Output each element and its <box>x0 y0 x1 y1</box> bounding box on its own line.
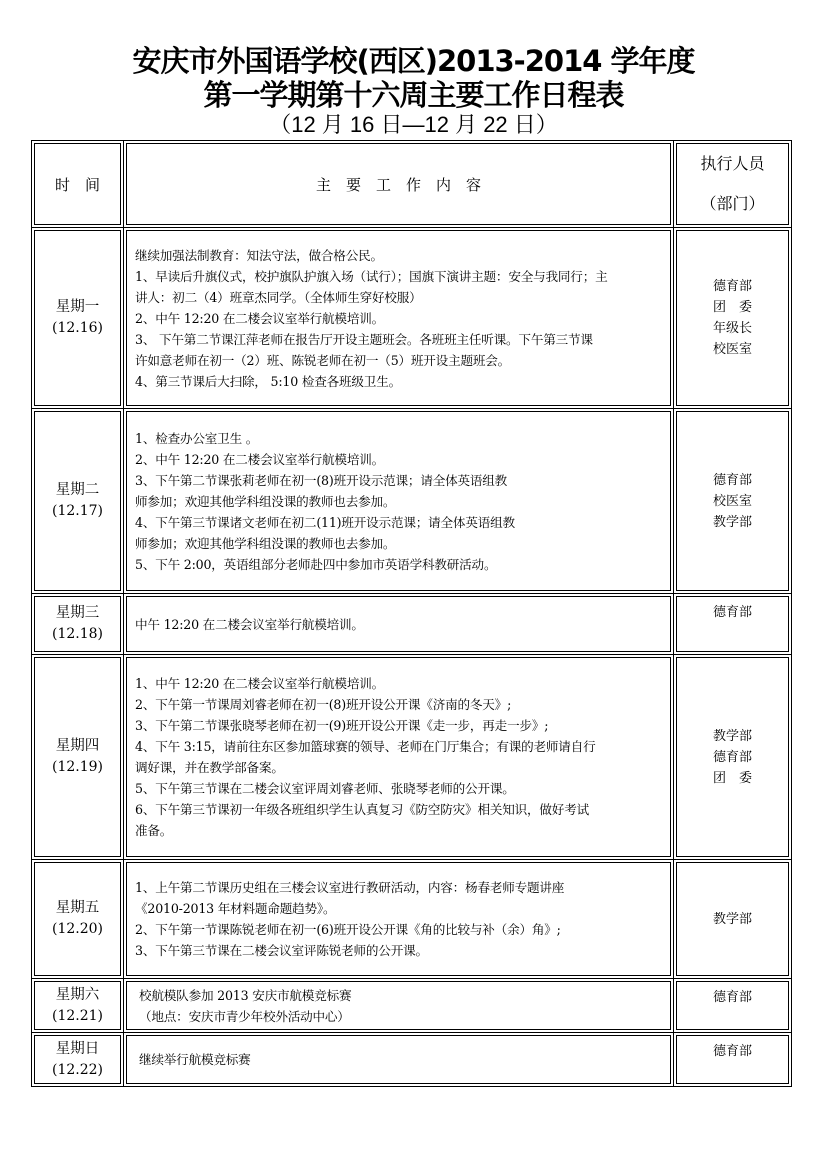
content-line: 师参加；欢迎其他学科组没课的教师也去参加。 <box>135 535 396 551</box>
day-content <box>126 981 671 1030</box>
day-date: (12.21) <box>51 1007 103 1024</box>
day-executors <box>676 1035 789 1084</box>
header-department: （部门） <box>700 194 765 213</box>
day-label: 星期四 <box>55 738 100 754</box>
day-label: 星期三 <box>55 605 100 621</box>
executor: 德育部 <box>712 749 752 765</box>
table-row-wednesday <box>32 594 792 655</box>
executor: 德育部 <box>712 1044 752 1059</box>
day-content <box>126 1035 671 1084</box>
day-date: (12.16) <box>51 320 103 336</box>
header-content: 主 要 工 作 内 容 <box>126 143 671 225</box>
table-header-row <box>32 141 792 228</box>
header-executor: 执行人员 <box>700 154 765 173</box>
header-time-cell <box>32 141 124 228</box>
content-line: 继续举行航模竞标赛 <box>139 1052 251 1067</box>
day-label: 星期日 <box>55 1040 100 1057</box>
executor: 教学部 <box>712 514 752 530</box>
table-row-sunday <box>32 1033 792 1087</box>
header-executor-cell <box>674 141 792 228</box>
content-line: （地点：安庆市青少年校外活动中心） <box>139 1008 350 1024</box>
day-date: (12.18) <box>51 626 103 642</box>
content-line: 《2010-2013 年材料题命题趋势》。 <box>135 901 336 916</box>
content-line: 5、下午第三节课在二楼会议室评周刘睿老师、张晓琴老师的公开课。 <box>135 781 515 796</box>
table-row-monday <box>32 228 792 409</box>
day-content <box>126 230 671 406</box>
content-line: 1、上午第二节课历史组在三楼会议室进行教研活动，内容：杨春老师专题讲座 <box>135 880 565 895</box>
executor: 校医室 <box>712 342 752 357</box>
day-executors <box>676 981 789 1030</box>
executor: 德育部 <box>712 472 752 488</box>
content-line: 调好课，并在教学部备案。 <box>135 760 284 775</box>
document-subtitle: 第一学期第十六周主要工作日程表 <box>203 78 624 112</box>
executor: 德育部 <box>712 990 752 1005</box>
day-content <box>126 657 671 857</box>
executor: 德育部 <box>712 605 752 620</box>
table-row-friday <box>32 860 792 979</box>
day-content <box>126 596 671 652</box>
content-line: 4、第三节课后大扫除， 5:10 检查各班级卫生。 <box>135 373 401 389</box>
executor: 校医室 <box>712 493 752 509</box>
content-line: 中午 12:20 在二楼会议室举行航模培训。 <box>135 616 364 632</box>
day-content <box>126 862 671 976</box>
executor: 团 委 <box>712 300 752 315</box>
executor: 教学部 <box>712 728 752 744</box>
content-line: 师参加；欢迎其他学科组没课的教师也去参加。 <box>135 493 396 509</box>
day-executors <box>676 862 789 976</box>
content-line: 继续加强法制教育：知法守法，做合格公民。 <box>135 247 383 263</box>
content-line: 5、下午 2:00，英语组部分老师赴四中参加市英语学科教研活动。 <box>135 556 497 572</box>
day-content <box>126 411 671 591</box>
date-range: （12 月 16 日—12 月 22 日） <box>269 112 558 137</box>
content-line: 许如意老师在初一（2）班、陈锐老师在初一（5）班开设主题班会。 <box>135 352 511 368</box>
content-line: 2、下午第一节课陈锐老师在初一(6)班开设公开课《角的比较与补（余）角》; <box>135 922 561 937</box>
header-time: 时 间 <box>34 143 121 225</box>
executor: 德育部 <box>712 279 752 294</box>
content-line: 4、下午第三节课诸文老师在初二(11)班开设示范课；请全体英语组教 <box>135 514 515 530</box>
day-date: (12.17) <box>51 503 103 519</box>
content-line: 2、中午 12:20 在二楼会议室举行航模培训。 <box>135 451 385 467</box>
document-title: 安庆市外国语学校(西区)2013-2014 学年度 <box>132 44 695 78</box>
content-line: 3、下午第二节课张莉老师在初一(8)班开设示范课；请全体英语组教 <box>135 472 508 488</box>
day-date: (12.19) <box>51 759 103 775</box>
day-executors <box>676 230 789 406</box>
day-date: (12.22) <box>51 1061 103 1078</box>
day-label: 星期五 <box>55 900 100 916</box>
content-line: 2、中午 12:20 在二楼会议室举行航模培训。 <box>135 310 385 326</box>
table-row-tuesday <box>32 409 792 594</box>
schedule-table <box>31 140 792 1087</box>
content-line: 6、下午第三节课初一年级各班组织学生认真复习《防空防灾》相关知识，做好考试 <box>135 802 589 817</box>
day-label: 星期二 <box>55 482 100 498</box>
day-executors <box>676 657 789 857</box>
executor: 年级长 <box>712 321 752 336</box>
header-content-cell <box>124 141 674 228</box>
content-line: 准备。 <box>135 823 173 838</box>
content-line: 3、下午第二节课张晓琴老师在初一(9)班开设公开课《走一步，再走一步》; <box>135 718 549 733</box>
day-date: (12.20) <box>51 921 103 937</box>
day-label: 星期六 <box>55 986 100 1003</box>
day-executors <box>676 596 789 652</box>
content-line: 1、检查办公室卫生 。 <box>135 430 259 446</box>
day-executors <box>676 411 789 591</box>
content-line: 2、下午第一节课周刘睿老师在初一(8)班开设公开课《济南的冬天》; <box>135 697 512 712</box>
executor: 团 委 <box>712 770 752 786</box>
table-row-saturday <box>32 979 792 1033</box>
content-line: 校航模队参加 2013 安庆市航模竞标赛 <box>139 987 352 1003</box>
content-line: 3、 下午第二节课江萍老师在报告厅开设主题班会。各班班主任听课。下午第三节课 <box>135 331 593 347</box>
executor: 教学部 <box>712 911 752 927</box>
content-line: 3、下午第三节课在二楼会议室评陈锐老师的公开课。 <box>135 943 428 958</box>
day-label: 星期一 <box>55 299 100 315</box>
content-line: 讲人：初二（4）班章杰同学。（全体师生穿好校服） <box>135 289 422 305</box>
content-line: 4、下午 3:15，请前往东区参加篮球赛的领导、老师在门厅集合；有课的老师请自行 <box>135 739 596 754</box>
content-line: 1、早读后升旗仪式，校护旗队护旗入场（试行）；国旗下演讲主题：安全与我同行；主 <box>135 268 608 284</box>
content-line: 1、中午 12:20 在二楼会议室举行航模培训。 <box>135 676 385 691</box>
table-row-thursday <box>32 655 792 860</box>
